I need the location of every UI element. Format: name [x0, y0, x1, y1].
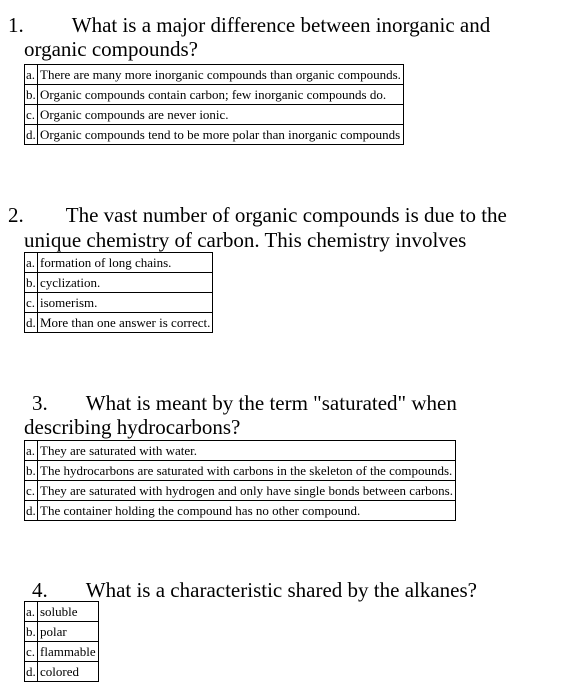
option-text: They are saturated with water.	[38, 441, 456, 461]
option-text: cyclization.	[38, 273, 213, 293]
option-letter: a.	[25, 441, 38, 461]
option-row[interactable]	[25, 253, 213, 273]
option-row[interactable]	[25, 105, 404, 125]
option-text: Organic compounds tend to be more polar than inorganic compounds	[38, 125, 404, 145]
option-letter: b.	[25, 461, 38, 481]
option-text: soluble	[38, 602, 99, 622]
question-3-options	[24, 440, 456, 521]
option-letter: d.	[25, 662, 38, 682]
option-row[interactable]	[25, 481, 456, 501]
option-letter: d.	[25, 313, 38, 333]
option-row[interactable]	[25, 85, 404, 105]
option-letter: b.	[25, 85, 38, 105]
option-letter: a.	[25, 65, 38, 85]
option-letter: c.	[25, 481, 38, 501]
option-letter: d.	[25, 125, 38, 145]
question-2-number: 2.	[8, 203, 24, 227]
question-2-options	[24, 252, 213, 333]
option-text: There are many more inorganic compounds than organic compounds.	[38, 65, 404, 85]
question-4-line-1	[32, 579, 477, 602]
question-1-line-1	[8, 14, 490, 37]
question-1-text-line-1: What is a major difference between inorganic and	[71, 13, 491, 37]
option-row[interactable]	[25, 662, 99, 682]
option-letter: a.	[25, 253, 38, 273]
option-text: The container holding the compound has no other compound.	[38, 501, 456, 521]
question-3-text-line-2: describing hydrocarbons?	[24, 415, 241, 439]
option-letter: c.	[25, 642, 38, 662]
question-4-number: 4.	[32, 578, 48, 602]
option-letter: c.	[25, 293, 38, 313]
question-2-text-line-2: unique chemistry of carbon. This chemistry involves	[24, 228, 467, 252]
option-text: Organic compounds contain carbon; few inorganic compounds do.	[38, 85, 404, 105]
option-text: More than one answer is correct.	[38, 313, 213, 333]
question-1-text-line-2: organic compounds?	[24, 37, 198, 61]
option-text: flammable	[38, 642, 99, 662]
option-text: isomerism.	[38, 293, 213, 313]
question-1-options	[24, 64, 404, 145]
option-row[interactable]	[25, 273, 213, 293]
question-3-text-line-1: What is meant by the term "saturated" when	[85, 391, 457, 415]
question-2-line-1	[8, 204, 507, 227]
option-text: polar	[38, 622, 99, 642]
option-letter: c.	[25, 105, 38, 125]
option-letter: b.	[25, 273, 38, 293]
option-letter: d.	[25, 501, 38, 521]
option-row[interactable]	[25, 441, 456, 461]
question-1-number: 1.	[8, 13, 24, 37]
question-3-number: 3.	[32, 391, 48, 415]
option-row[interactable]	[25, 293, 213, 313]
option-row[interactable]	[25, 501, 456, 521]
option-row[interactable]	[25, 622, 99, 642]
option-row[interactable]	[25, 461, 456, 481]
question-2-text-line-1: The vast number of organic compounds is due to the	[65, 203, 507, 227]
option-row[interactable]	[25, 642, 99, 662]
option-row[interactable]	[25, 313, 213, 333]
question-4-options	[24, 601, 99, 682]
option-row[interactable]	[25, 125, 404, 145]
option-text: Organic compounds are never ionic.	[38, 105, 404, 125]
option-letter: a.	[25, 602, 38, 622]
option-text: formation of long chains.	[38, 253, 213, 273]
option-text: The hydrocarbons are saturated with carbons in the skeleton of the compounds.	[38, 461, 456, 481]
option-row[interactable]	[25, 65, 404, 85]
question-3-line-1	[32, 392, 457, 415]
question-4-text-line-1: What is a characteristic shared by the alkanes?	[85, 578, 477, 602]
option-text: They are saturated with hydrogen and only have single bonds between carbons.	[38, 481, 456, 501]
option-text: colored	[38, 662, 99, 682]
option-letter: b.	[25, 622, 38, 642]
option-row[interactable]	[25, 602, 99, 622]
